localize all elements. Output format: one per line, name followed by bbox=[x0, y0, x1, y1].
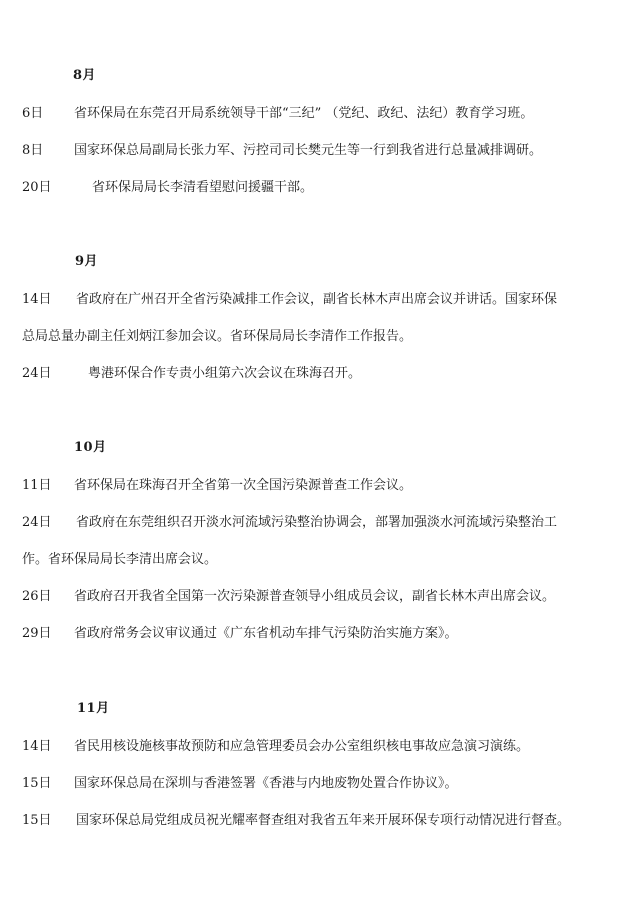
entry-day: 15日 bbox=[22, 776, 52, 791]
entry-day: 29日 bbox=[22, 626, 52, 641]
entry-text-continued: 作。省环保局局长李清出席会议。 bbox=[22, 552, 218, 567]
entry-text: 省环保局在东莞召开局系统领导干部“三纪” （党纪、政纪、法纪）教育学习班。 bbox=[74, 106, 534, 121]
entry-day: 20日 bbox=[22, 180, 52, 195]
entry-text: 国家环保总局党组成员祝光耀率督查组对我省五年来开展环保专项行动情况进行督查。 bbox=[76, 813, 571, 828]
entry-day: 14日 bbox=[22, 292, 52, 307]
entry-day: 24日 bbox=[22, 515, 52, 530]
month-heading-sep: 9月 bbox=[75, 254, 99, 269]
entry-day: 14日 bbox=[22, 739, 52, 754]
entry-text: 省环保局局长李清看望慰问援疆干部。 bbox=[92, 180, 314, 195]
entry-text: 国家环保总局副局长张力军、污控司司长樊元生等一行到我省进行总量减排调研。 bbox=[74, 143, 543, 158]
entry-text: 省政府在广州召开全省污染减排工作会议，副省长林木声出席会议并讲话。国家环保 bbox=[76, 292, 558, 307]
entry-day: 11日 bbox=[22, 478, 52, 493]
entry-text: 省政府在东莞组织召开淡水河流域污染整治协调会，部署加强淡水河流域污染整治工 bbox=[76, 515, 558, 530]
month-heading-aug: 8月 bbox=[73, 68, 97, 83]
entry-day: 24日 bbox=[22, 366, 52, 381]
entry-text: 省民用核设施核事故预防和应急管理委员会办公室组织核电事故应急演习演练。 bbox=[74, 739, 530, 754]
entry-text: 省政府常务会议审议通过《广东省机动车排气污染防治实施方案》。 bbox=[74, 626, 458, 641]
entry-text: 省政府召开我省全国第一次污染源普查领导小组成员会议，副省长林木声出席会议。 bbox=[74, 589, 556, 604]
entry-day: 8日 bbox=[22, 143, 44, 158]
entry-text: 国家环保总局在深圳与香港签署《香港与内地废物处置合作协议》。 bbox=[74, 776, 458, 791]
entry-text: 粤港环保合作专责小组第六次会议在珠海召开。 bbox=[88, 366, 362, 381]
entry-day: 26日 bbox=[22, 589, 52, 604]
month-heading-oct: 10月 bbox=[74, 440, 107, 455]
month-heading-nov: 11月 bbox=[77, 701, 110, 716]
entry-day: 15日 bbox=[22, 813, 52, 828]
entry-text: 省环保局在珠海召开全省第一次全国污染源普查工作会议。 bbox=[74, 478, 413, 493]
entry-day: 6日 bbox=[22, 106, 44, 121]
entry-text-continued: 总局总量办副主任刘炳江参加会议。省环保局局长李清作工作报告。 bbox=[22, 329, 413, 344]
